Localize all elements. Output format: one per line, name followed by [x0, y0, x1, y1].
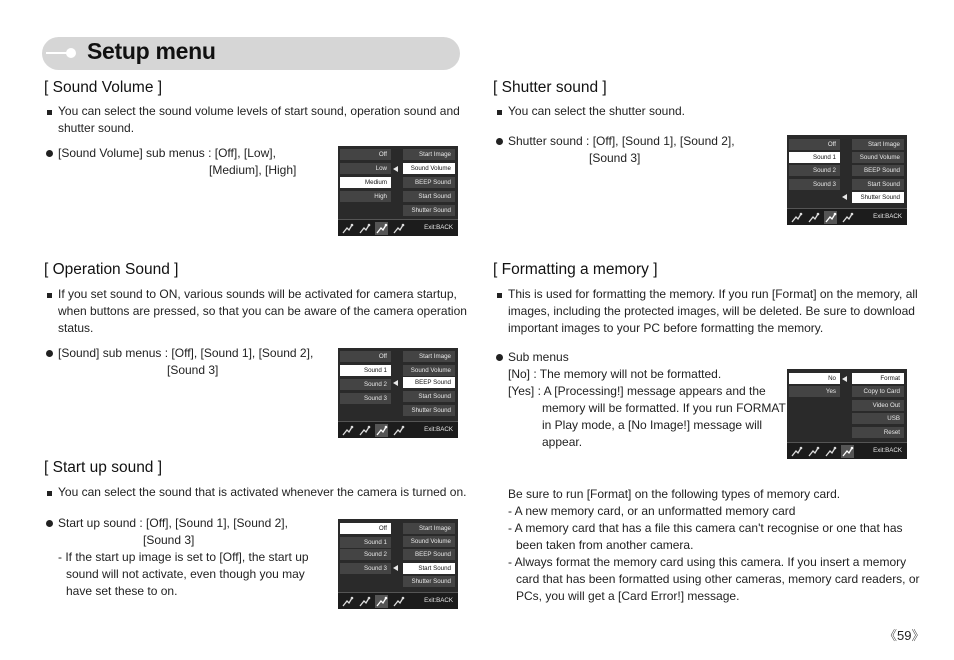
menu-option-selected: Sound 1	[789, 152, 840, 163]
menu-item: Start Image	[852, 139, 904, 150]
menu-option: Sound 3	[789, 179, 840, 190]
sound-volume-sub-1: [Sound Volume] sub menus : [Off], [Low],	[58, 146, 276, 160]
setup-tab-1-icon	[341, 424, 354, 437]
menu-option-selected: Medium	[340, 177, 391, 188]
setup-tab-4-icon	[841, 445, 854, 458]
start-up-sound-sub-1: Start up sound : [Off], [Sound 1], [Sound 2],	[58, 516, 288, 530]
menu-option: Sound 2	[340, 549, 391, 560]
formatting-heading: [ Formatting a memory ]	[493, 261, 658, 278]
arrow-left-icon	[393, 166, 398, 172]
formatting-yes-4: appear.	[542, 435, 583, 449]
menu-item: Start Image	[403, 351, 455, 362]
bullet-square	[47, 110, 52, 115]
operation-sound-sub-2: [Sound 3]	[167, 363, 219, 377]
title-decoration-line	[46, 52, 68, 54]
shutter-sound-screen	[787, 135, 907, 225]
setup-tab-3-icon	[824, 211, 837, 224]
menu-option: Low	[340, 163, 391, 174]
status-bar	[787, 442, 907, 459]
menu-item: Reset	[852, 427, 904, 438]
formatting-note-7: PCs, you will get a [Card Error!] message.	[516, 589, 740, 603]
formatting-desc-3: important images to your PC before formatting the memory.	[508, 321, 824, 335]
formatting-yes-1: [Yes] : A [Processing!] message appears and the	[508, 384, 766, 398]
start-up-sound-desc-1: You can select the sound that is activated whenever the camera is turned on.	[58, 485, 467, 499]
formatting-note-6: card that has been formatted using other cameras, memory card readers, or	[516, 572, 920, 586]
operation-sound-desc-2: when buttons are pressed, so that you can be aware of the camera operation	[58, 304, 467, 318]
setup-tab-1-icon	[341, 595, 354, 608]
formatting-note-1: Be sure to run [Format] on the following types of memory card.	[508, 487, 841, 501]
bullet-dot	[46, 520, 53, 527]
menu-item: BEEP Sound	[403, 177, 455, 188]
shutter-sound-desc-1: You can select the shutter sound.	[508, 104, 686, 118]
menu-item: Shutter Sound	[403, 405, 455, 416]
setup-tab-1-icon	[790, 445, 803, 458]
arrow-left-icon	[393, 380, 398, 386]
menu-item-selected: Format	[852, 373, 904, 384]
page-title: Setup menu	[87, 38, 216, 64]
menu-option: High	[340, 191, 391, 202]
formatting-note-2: - A new memory card, or an unformatted memory card	[508, 504, 796, 518]
formatting-no-line: [No] : The memory will not be formatted.	[508, 367, 722, 381]
arrow-left-icon	[393, 565, 398, 571]
sound-volume-heading: [ Sound Volume ]	[44, 79, 163, 96]
bullet-square	[497, 110, 502, 115]
menu-option: Sound 2	[340, 379, 391, 390]
setup-tab-2-icon	[358, 222, 371, 235]
operation-sound-desc-3: status.	[58, 321, 94, 335]
page-number: 《59》	[884, 628, 925, 643]
menu-item: Start Image	[403, 149, 455, 160]
formatting-note-3: - A memory card that has a file this camera can't recognise or one that has	[508, 521, 903, 535]
setup-tab-3-icon	[824, 445, 837, 458]
setup-tab-4-icon	[392, 595, 405, 608]
setup-tab-1-icon	[790, 211, 803, 224]
formatting-note-4: been taken from another camera.	[516, 538, 694, 552]
shutter-sound-heading: [ Shutter sound ]	[493, 79, 607, 96]
setup-tab-4-icon	[392, 222, 405, 235]
bullet-square	[47, 293, 52, 298]
menu-option: Off	[789, 139, 840, 150]
title-decoration-dot	[66, 48, 76, 58]
bullet-dot	[46, 150, 53, 157]
setup-tab-2-icon	[358, 424, 371, 437]
formatting-note-5: - Always format the memory card using this camera. If you insert a memory	[508, 555, 907, 569]
bullet-square	[47, 491, 52, 496]
menu-item: Sound Volume	[852, 152, 904, 163]
formatting-desc-1: This is used for formatting the memory. If you run [Format] on the memory, all	[508, 287, 918, 301]
status-bar	[338, 421, 458, 438]
formatting-sub-label: Sub menus	[508, 350, 569, 364]
formatting-desc-2: images, including the protected images, will be deleted. Be sure to download	[508, 304, 915, 318]
menu-item: Start Image	[403, 523, 455, 534]
status-bar	[338, 219, 458, 236]
setup-tab-1-icon	[341, 222, 354, 235]
menu-option: Yes	[789, 386, 840, 397]
menu-item: USB	[852, 413, 904, 424]
start-up-sound-sub-2: [Sound 3]	[143, 533, 195, 547]
status-bar	[338, 592, 458, 609]
menu-item-selected: Shutter Sound	[852, 192, 904, 203]
start-up-sound-screen	[338, 519, 458, 609]
exit-back-label: Exit:BACK	[873, 213, 902, 220]
menu-option-selected: Off	[340, 523, 391, 534]
menu-option: Off	[340, 351, 391, 362]
menu-item: Shutter Sound	[403, 576, 455, 587]
formatting-yes-3: in Play mode, a [No Image!] message will	[542, 418, 763, 432]
setup-tab-3-icon	[375, 595, 388, 608]
menu-item: Start Sound	[403, 391, 455, 402]
menu-item: BEEP Sound	[852, 165, 904, 176]
bullet-dot	[496, 354, 503, 361]
menu-item: Shutter Sound	[403, 205, 455, 216]
setup-tab-4-icon	[841, 211, 854, 224]
setup-tab-2-icon	[358, 595, 371, 608]
start-up-sound-note-2: sound will not activate, even though you may	[66, 567, 305, 581]
sound-volume-desc-2: shutter sound.	[58, 121, 135, 135]
sound-volume-screen	[338, 146, 458, 236]
menu-item: Start Sound	[403, 191, 455, 202]
start-up-sound-note-1: - If the start up image is set to [Off], the start up	[58, 550, 309, 564]
menu-item-selected: Start Sound	[403, 563, 455, 574]
arrow-left-icon	[842, 376, 847, 382]
setup-tab-3-icon	[375, 222, 388, 235]
menu-option: Sound 2	[789, 165, 840, 176]
menu-option-selected: Sound 1	[340, 365, 391, 376]
status-bar	[787, 208, 907, 225]
formatting-screen	[787, 369, 907, 459]
setup-tab-2-icon	[807, 211, 820, 224]
menu-item: Copy to Card	[852, 386, 904, 397]
operation-sound-desc-1: If you set sound to ON, various sounds will be activated for camera startup,	[58, 287, 457, 301]
sound-volume-desc-1: You can select the sound volume levels of start sound, operation sound and	[58, 104, 460, 118]
bullet-dot	[46, 350, 53, 357]
exit-back-label: Exit:BACK	[424, 426, 453, 433]
bullet-square	[497, 293, 502, 298]
menu-item: Sound Volume	[403, 536, 455, 547]
setup-tab-2-icon	[807, 445, 820, 458]
exit-back-label: Exit:BACK	[424, 597, 453, 604]
exit-back-label: Exit:BACK	[873, 447, 902, 454]
operation-sound-screen	[338, 348, 458, 438]
arrow-left-icon	[842, 194, 847, 200]
menu-item-selected: BEEP Sound	[403, 377, 455, 388]
menu-option: Sound 1	[340, 537, 391, 548]
menu-option-selected: No	[789, 373, 840, 384]
menu-option: Sound 3	[340, 563, 391, 574]
start-up-sound-note-3: have set these to on.	[66, 584, 178, 598]
bullet-dot	[496, 138, 503, 145]
operation-sound-sub-1: [Sound] sub menus : [Off], [Sound 1], [Sound 2],	[58, 346, 314, 360]
shutter-sound-sub-1: Shutter sound : [Off], [Sound 1], [Sound 2],	[508, 134, 735, 148]
exit-back-label: Exit:BACK	[424, 224, 453, 231]
menu-item: BEEP Sound	[403, 549, 455, 560]
sound-volume-sub-2: [Medium], [High]	[209, 163, 297, 177]
formatting-yes-2: memory will be formatted. If you run FORMAT	[542, 401, 786, 415]
operation-sound-heading: [ Operation Sound ]	[44, 261, 179, 278]
menu-item-selected: Sound Volume	[403, 163, 455, 174]
start-up-sound-heading: [ Start up sound ]	[44, 459, 163, 476]
menu-option: Off	[340, 149, 391, 160]
menu-item: Video Out	[852, 400, 904, 411]
shutter-sound-sub-2: [Sound 3]	[589, 151, 641, 165]
setup-tab-4-icon	[392, 424, 405, 437]
menu-item: Sound Volume	[403, 365, 455, 376]
setup-tab-3-icon	[375, 424, 388, 437]
menu-option: Sound 3	[340, 393, 391, 404]
menu-item: Start Sound	[852, 179, 904, 190]
